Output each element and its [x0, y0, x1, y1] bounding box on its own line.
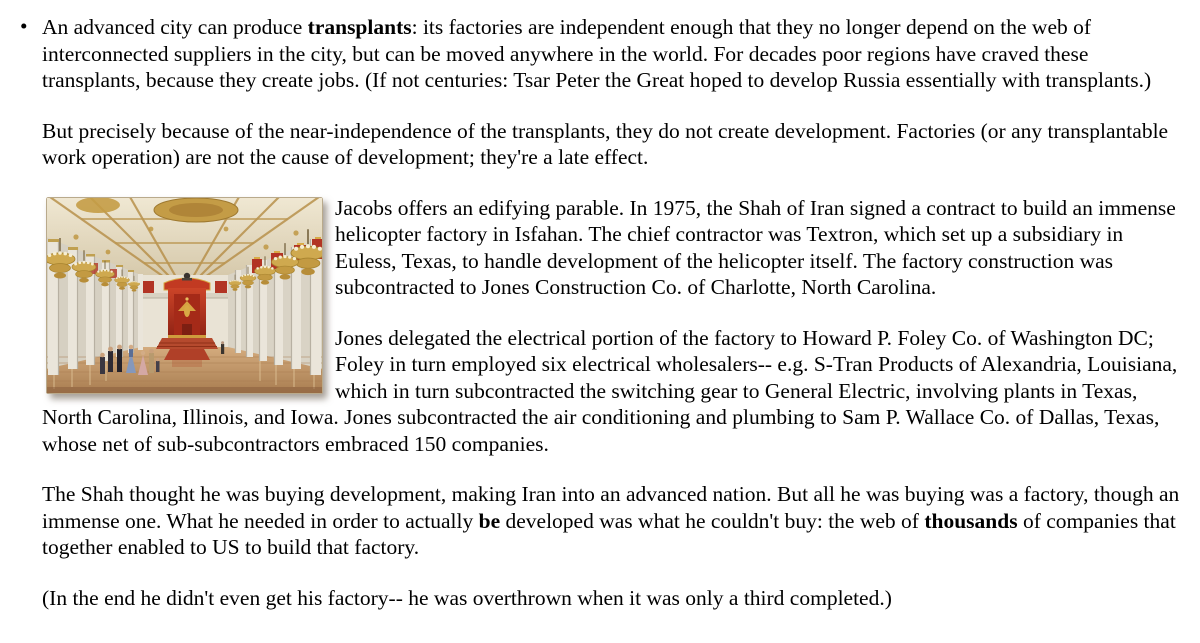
- text-segment: (In the end he didn't even get his factory-- he was overthrown when it was only a third completed.): [42, 585, 892, 610]
- text-segment: Jacobs offers an edifying parable. In 1975, the Shah of Iran signed a contract to build an immense helicopter factory in Isfahan. The chief contractor was Textron, which set up a subsidiary in Euless, Texas, to handle development of the helicopter itself. The factory construction was subcontracted to Jones Construction Co. of Charlotte, North Carolina.: [335, 195, 1176, 299]
- bullet-marker: •: [20, 14, 28, 38]
- bold-text-be: be: [478, 508, 501, 533]
- paragraph-shah-conclusion: [42, 481, 1187, 561]
- imperial-throne-room-painting: [46, 197, 323, 394]
- text-segment: developed was what he couldn't buy: the web of: [500, 508, 925, 533]
- text-segment: An advanced city can produce: [42, 15, 308, 39]
- throne-room-illustration: [46, 197, 323, 394]
- paragraph-no-development: [42, 118, 1187, 171]
- bold-text-transplants: transplants: [307, 15, 412, 39]
- paragraph-transplants-intro: [42, 14, 1187, 94]
- text-segment: But precisely because of the near-independence of the transplants, they do not create development. Factories (or any transplantable work operation) are not the cause of development; they're a late effect.: [42, 118, 1169, 169]
- paragraph-ending: [42, 585, 1187, 612]
- text-segment: The Shah thought he was buying development, making Iran into an advanced nation. But all he was buying was a factory, though an immense one. What he needed in order to actually: [42, 482, 1180, 533]
- bold-text-thousands: thousands: [924, 508, 1018, 533]
- text-segment: : its factories are independent enough that they no longer depend on the web of interconnected suppliers in the city, but can be moved anywhere in the world. For decades poor regions have craved these transplants, because they create jobs. (If not centuries: Tsar Peter the Great hoped to develop Russia essentially with transplants.): [42, 15, 1152, 92]
- bullet-list-item: [20, 14, 1187, 611]
- text-segment: Jones delegated the electrical portion of the factory to Howard P. Foley Co. of Washington DC; Foley in turn employed six electrical wholesalers-- e.g. S-Tran Products of Alexandria, Louisiana, which in turn subcontracted the switching gear to General Electric, involving plants in Texas, North Carolina, Illinois, and Iowa. Jones subcontracted the air conditioning and plumbing to Sam P. Wallace Co. of Dallas, Texas, whose net of sub-subcontractors embraced 150 companies.: [42, 325, 1178, 456]
- text-segment: of companies that together enabled to US to build that factory.: [42, 508, 1176, 559]
